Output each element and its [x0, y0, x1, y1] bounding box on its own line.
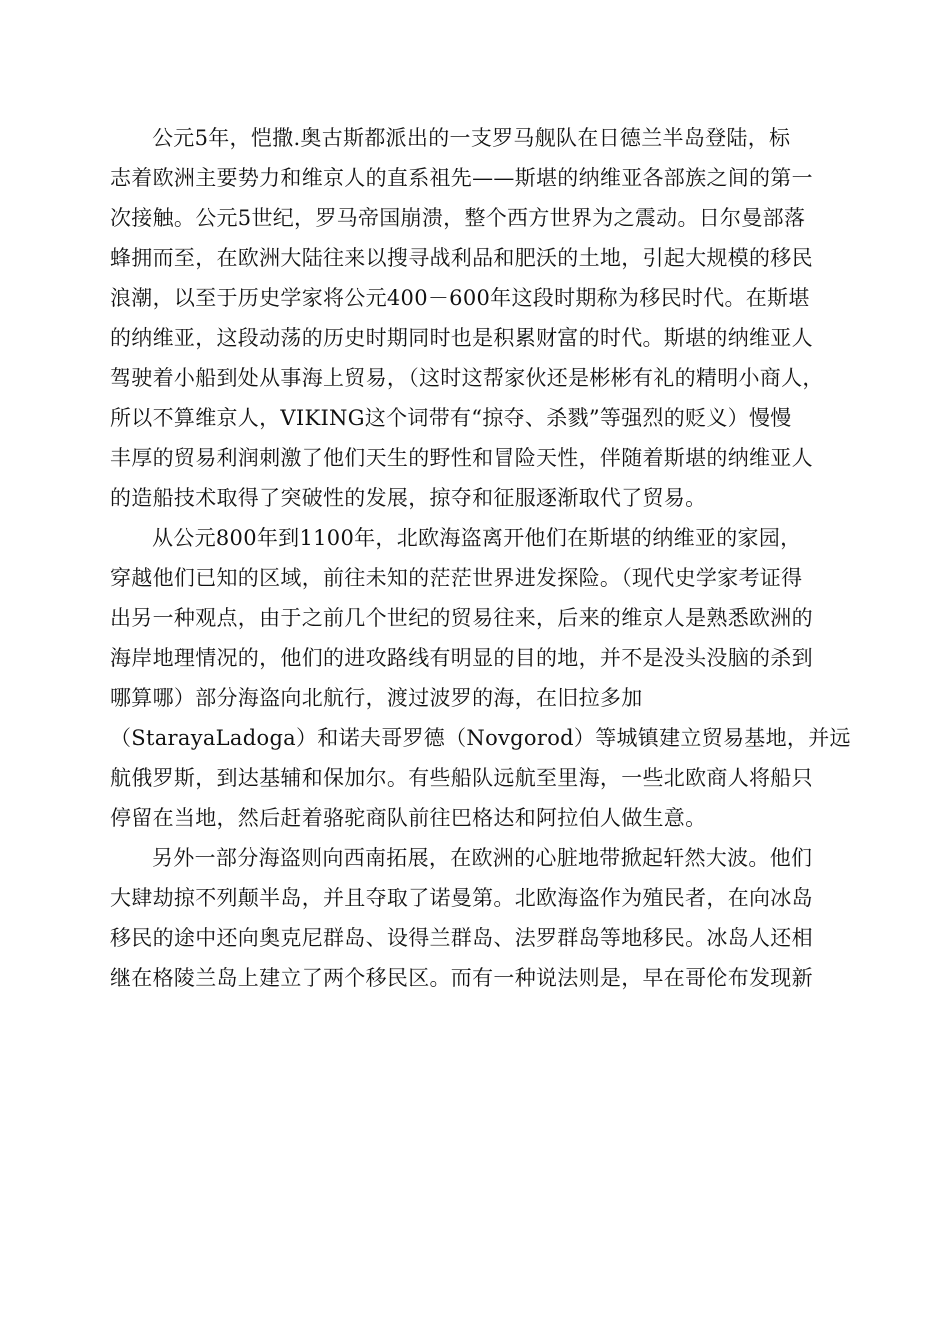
paragraph-2-line-4: 海岸地理情况的，他们的进攻路线有明显的目的地，并不是没头没脑的杀到	[110, 646, 813, 670]
paragraph-1-line-7: 驾驶着小船到处从事海上贸易，（这时这帮家伙还是彬彬有礼的精明小商人，	[110, 366, 824, 390]
paragraph-1-line-8: 所以不算维京人，VIKING这个词带有“掠夺、杀戮”等强烈的贬义）慢慢	[110, 406, 792, 430]
paragraph-1-line-3: 次接触。公元5世纪，罗马帝国崩溃，整个西方世界为之震动。日尔曼部落	[110, 206, 806, 230]
paragraph-2-line-7: 航俄罗斯，到达基辅和保加尔。有些船队远航至里海，一些北欧商人将船只	[110, 766, 813, 790]
paragraph-3-line-2: 大肆劫掠不列颠半岛，并且夺取了诺曼第。北欧海盗作为殖民者，在向冰岛	[110, 886, 813, 910]
paragraph-1-line-5: 浪潮，以至于历史学家将公元400－600年这段时期称为移民时代。在斯堪	[110, 286, 810, 310]
paragraph-3-line-1: 另外一部分海盗则向西南拓展，在欧洲的心脏地带掀起轩然大波。他们	[152, 846, 813, 870]
paragraph-2-line-8: 停留在当地，然后赶着骆驼商队前往巴格达和阿拉伯人做生意。	[110, 806, 707, 830]
paragraph-2-line-2: 穿越他们已知的区域，前往未知的茫茫世界进发探险。（现代史学家考证得	[110, 566, 803, 590]
paragraph-1-line-10: 的造船技术取得了突破性的发展，掠夺和征服逐渐取代了贸易。	[110, 486, 707, 510]
paragraph-2-line-5: 哪算哪）部分海盗向北航行，渡过波罗的海，在旧拉多加	[110, 686, 643, 710]
paragraph-2-line-3: 出另一种观点，由于之前几个世纪的贸易往来，后来的维京人是熟悉欧洲的	[110, 606, 813, 630]
paragraph-1-line-9: 丰厚的贸易利润刺激了他们天生的野性和冒险天性，伴随着斯堪的纳维亚人	[110, 446, 813, 470]
paragraph-3-line-4: 继在格陵兰岛上建立了两个移民区。而有一种说法则是，早在哥伦布发现新	[110, 966, 813, 990]
paragraph-1-line-6: 的纳维亚，这段动荡的历史时期同时也是积累财富的时代。斯堪的纳维亚人	[110, 326, 813, 350]
paragraph-2-line-1: 从公元800年到1100年，北欧海盗离开他们在斯堪的纳维亚的家园，	[152, 526, 802, 550]
paragraph-1-line-4: 蜂拥而至，在欧洲大陆往来以搜寻战利品和肥沃的土地，引起大规模的移民	[110, 246, 813, 270]
paragraph-1-line-2: 志着欧洲主要势力和维京人的直系祖先——斯堪的纳维亚各部族之间的第一	[110, 166, 813, 190]
paragraph-1-line-1: 公元5年，恺撒.奥古斯都派出的一支罗马舰队在日德兰半岛登陆，标	[152, 126, 791, 150]
paragraph-2-line-6: （StarayaLadoga）和诺夫哥罗德（Novgorod）等城镇建立贸易基地，并远	[110, 726, 851, 750]
paragraph-3-line-3: 移民的途中还向奥克尼群岛、设得兰群岛、法罗群岛等地移民。冰岛人还相	[110, 926, 813, 950]
